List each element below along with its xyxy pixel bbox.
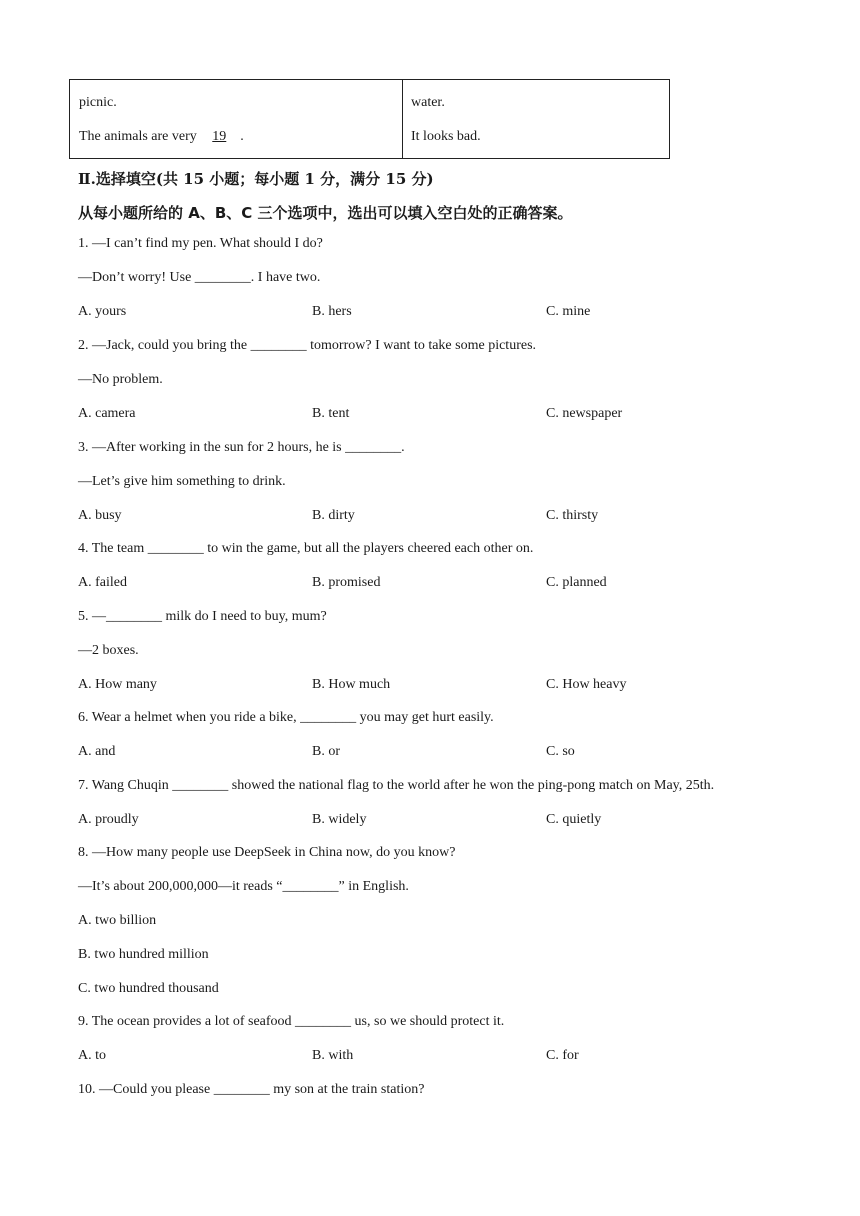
section-instruction: 从每小题所给的 A、B、C 三个选项中，选出可以填入空白处的正确答案。 xyxy=(78,204,573,222)
question-5-option-b: B. How much xyxy=(312,677,391,692)
question-9-option-a: A. to xyxy=(78,1048,106,1063)
table-left-line2-suffix: . xyxy=(240,129,244,144)
table-left-line1: picnic. xyxy=(79,95,117,110)
question-8-option-a: A. two billion xyxy=(78,913,157,928)
question-8-reply: —It’s about 200,000,000—it reads “________” in English. xyxy=(78,879,409,894)
question-8-option-b: B. two hundred million xyxy=(78,947,209,962)
question-7-option-a: A. proudly xyxy=(78,812,139,827)
question-6-option-a: A. and xyxy=(78,744,116,759)
blank-19: 19 xyxy=(212,129,227,144)
question-9-option-c: C. for xyxy=(546,1048,579,1063)
question-2-reply: —No problem. xyxy=(78,372,163,387)
question-5-stem: 5. —________ milk do I need to buy, mum? xyxy=(78,609,327,624)
question-7-stem: 7. Wang Chuqin ________ showed the national flag to the world after he won the ping-pong match on May, 25th. xyxy=(78,778,715,793)
question-1-reply: —Don’t worry! Use ________. I have two. xyxy=(78,270,321,285)
question-2-stem: 2. —Jack, could you bring the ________ tomorrow? I want to take some pictures. xyxy=(78,338,537,353)
table-right-line1: water. xyxy=(411,95,445,110)
question-9-stem: 9. The ocean provides a lot of seafood ________ us, so we should protect it. xyxy=(78,1014,505,1029)
question-10-stem: 10. —Could you please ________ my son at the train station? xyxy=(78,1082,425,1097)
question-4-option-a: A. failed xyxy=(78,575,127,590)
question-3-option-b: B. dirty xyxy=(312,508,355,523)
question-1-option-c: C. mine xyxy=(546,304,591,319)
question-8-option-c: C. two hundred thousand xyxy=(78,981,219,996)
question-8-stem: 8. —How many people use DeepSeek in China now, do you know? xyxy=(78,845,456,860)
question-3-stem: 3. —After working in the sun for 2 hours, he is ________. xyxy=(78,440,405,455)
question-4-option-c: C. planned xyxy=(546,575,607,590)
question-6-option-c: C. so xyxy=(546,744,575,759)
question-7-option-c: C. quietly xyxy=(546,812,602,827)
table-left-line2 xyxy=(79,129,244,145)
question-5-reply: —2 boxes. xyxy=(78,643,139,658)
question-1-option-a: A. yours xyxy=(78,304,127,319)
question-3-option-a: A. busy xyxy=(78,508,122,523)
section-title: Ⅱ.选择填空(共 15 小题；每小题 1 分，满分 15 分) xyxy=(78,170,434,188)
question-4-option-b: B. promised xyxy=(312,575,381,590)
question-4-stem: 4. The team ________ to win the game, but all the players cheered each other on. xyxy=(78,541,534,556)
question-6-option-b: B. or xyxy=(312,744,340,759)
question-9-option-b: B. with xyxy=(312,1048,354,1063)
question-2-option-a: A. camera xyxy=(78,406,136,421)
question-2-option-b: B. tent xyxy=(312,406,350,421)
question-6-stem: 6. Wear a helmet when you ride a bike, ________ you may get hurt easily. xyxy=(78,710,494,725)
question-2-option-c: C. newspaper xyxy=(546,406,623,421)
question-3-option-c: C. thirsty xyxy=(546,508,599,523)
question-1-stem: 1. —I can’t find my pen. What should I do? xyxy=(78,236,323,251)
question-5-option-c: C. How heavy xyxy=(546,677,627,692)
table-left-line2-prefix: The animals are very xyxy=(79,129,197,144)
question-7-option-b: B. widely xyxy=(312,812,367,827)
question-5-option-a: A. How many xyxy=(78,677,157,692)
question-3-reply: —Let’s give him something to drink. xyxy=(78,474,286,489)
passage-table xyxy=(69,79,670,159)
table-divider xyxy=(402,80,403,158)
table-right-line2: It looks bad. xyxy=(411,129,481,144)
question-1-option-b: B. hers xyxy=(312,304,352,319)
